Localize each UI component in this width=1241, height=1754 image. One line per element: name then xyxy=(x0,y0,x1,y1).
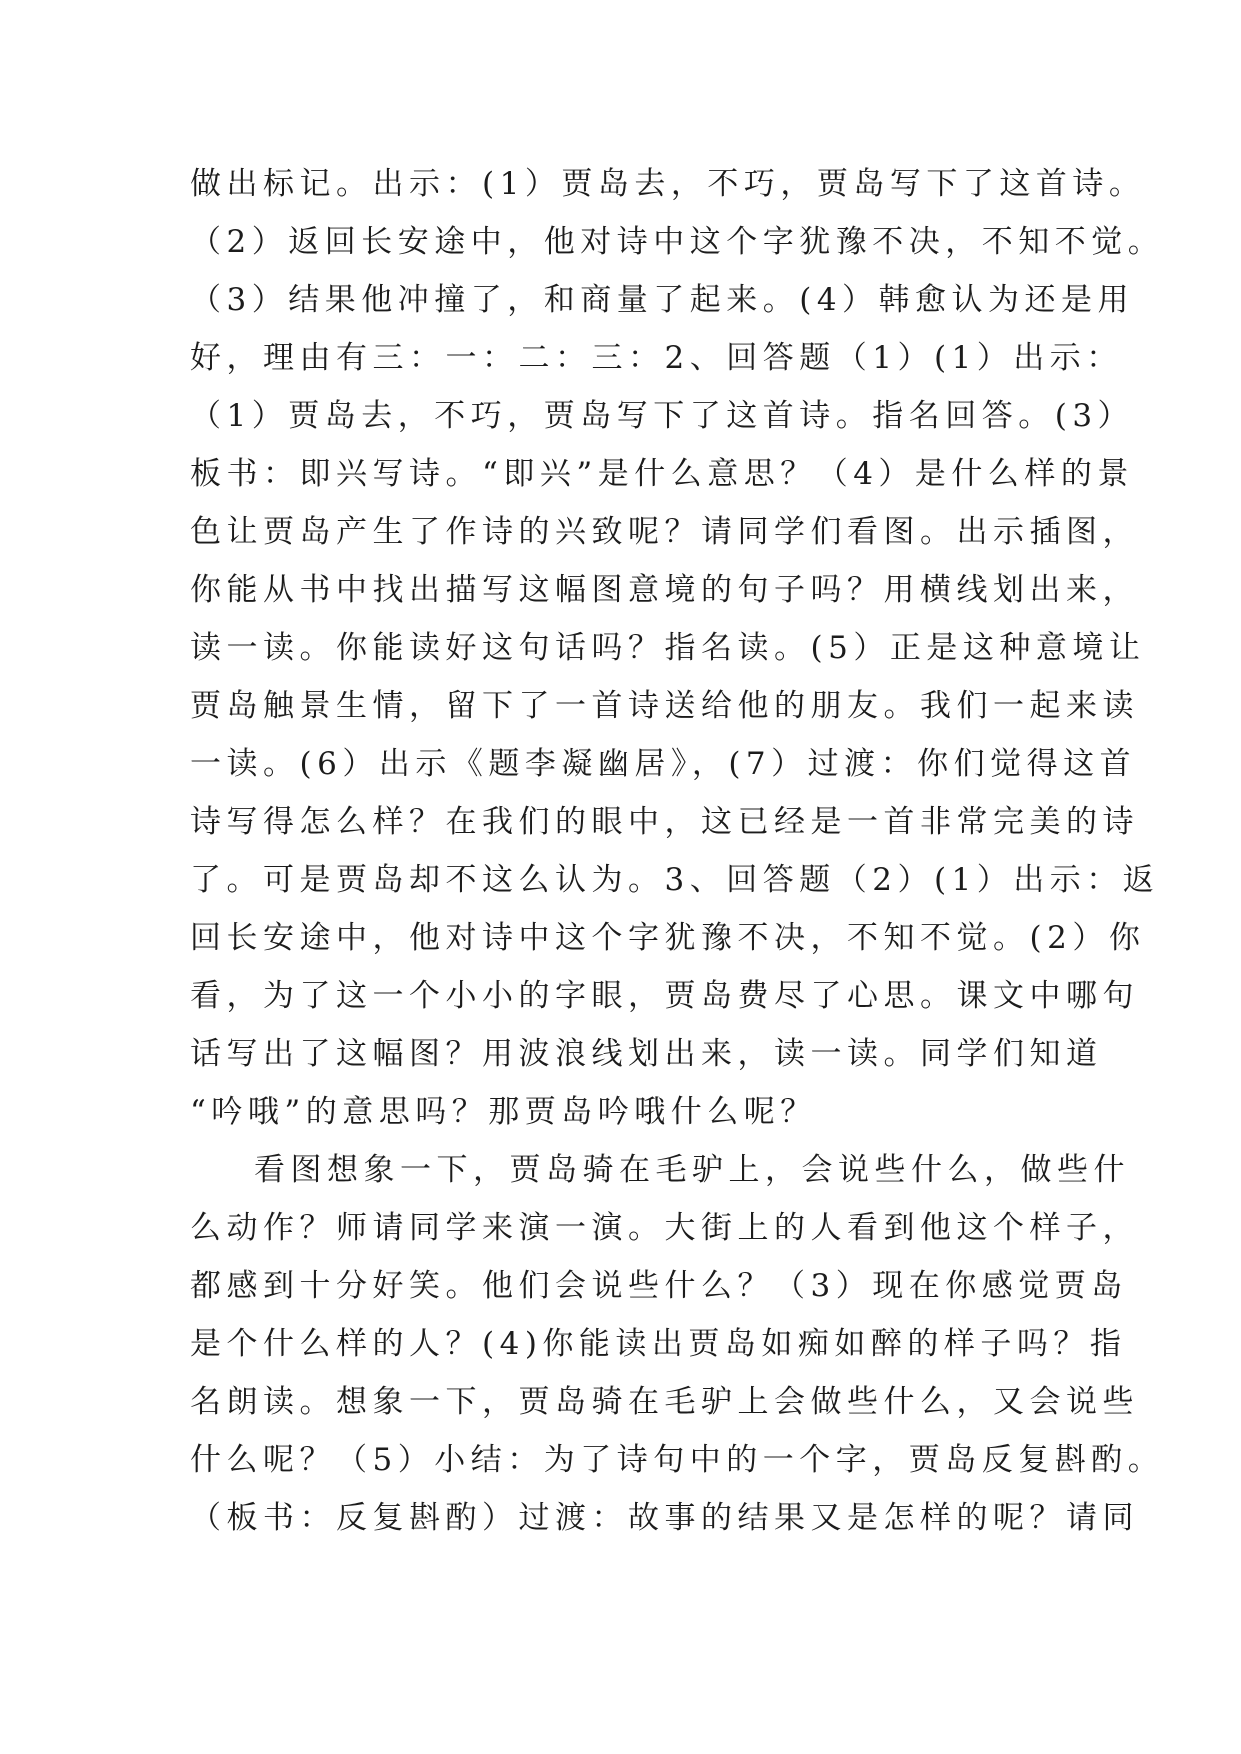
text-line: 名朗读。想象一下，贾岛骑在毛驴上会做些什么，又会说些 xyxy=(190,1384,1139,1420)
text-line: 什么呢？（5）小结：为了诗句中的一个字，贾岛反复斟酌。 xyxy=(190,1442,1165,1478)
text-line: （1）贾岛去，不巧，贾岛写下了这首诗。指名回答。(3） xyxy=(190,398,1135,434)
text-line: 读一读。你能读好这句话吗？指名读。(5）正是这种意境让 xyxy=(190,630,1146,666)
text-line: “吟哦”的意思吗？那贾岛吟哦什么呢？ xyxy=(190,1094,817,1130)
text-line: 是个什么样的人？(4)你能读出贾岛如痴如醉的样子吗？指 xyxy=(190,1326,1127,1362)
text-line: 诗写得怎么样？在我们的眼中，这已经是一首非常完美的诗 xyxy=(190,804,1139,840)
text-line: 你能从书中找出描写这幅图意境的句子吗？用横线划出来， xyxy=(190,572,1139,608)
text-line: （板书：反复斟酌）过渡：故事的结果又是怎样的呢？请同 xyxy=(190,1500,1139,1536)
text-line: 看，为了这一个小小的字眼，贾岛费尽了心思。课文中哪句 xyxy=(190,978,1139,1014)
paragraph-first-line: 看图想象一下，贾岛骑在毛驴上，会说些什么，做些什 xyxy=(254,1152,1130,1188)
text-line: （3）结果他冲撞了，和商量了起来。(4）韩愈认为还是用 xyxy=(190,282,1135,318)
text-line: 板书：即兴写诗。“即兴”是什么意思？（4）是什么样的景 xyxy=(190,456,1134,492)
text-line: 色让贾岛产生了作诗的兴致呢？请同学们看图。出示插图， xyxy=(190,514,1139,550)
text-line: 都感到十分好笑。他们会说些什么？（3）现在你感觉贾岛 xyxy=(190,1268,1128,1304)
text-line: 回长安途中，他对诗中这个字犹豫不决，不知不觉。(2）你 xyxy=(190,920,1146,956)
text-line: 一读。(6）出示《题李凝幽居》，(7）过渡：你们觉得这首 xyxy=(190,746,1137,782)
text-line: （2）返回长安途中，他对诗中这个字犹豫不决，不知不觉。 xyxy=(190,224,1165,260)
text-line: 么动作？师请同学来演一演。大街上的人看到他这个样子， xyxy=(190,1210,1139,1246)
text-line: 话写出了这幅图？用波浪线划出来，读一读。同学们知道 xyxy=(190,1036,1103,1072)
text-line: 贾岛触景生情，留下了一首诗送给他的朋友。我们一起来读 xyxy=(190,688,1139,724)
text-line: 了。可是贾岛却不这么认为。3、回答题（2）(1）出示：返 xyxy=(190,862,1160,898)
text-line: 做出标记。出示：(1）贾岛去，不巧，贾岛写下了这首诗。 xyxy=(190,166,1146,202)
text-line: 好，理由有三：一：二：三：2、回答题（1）(1）出示： xyxy=(190,340,1123,376)
